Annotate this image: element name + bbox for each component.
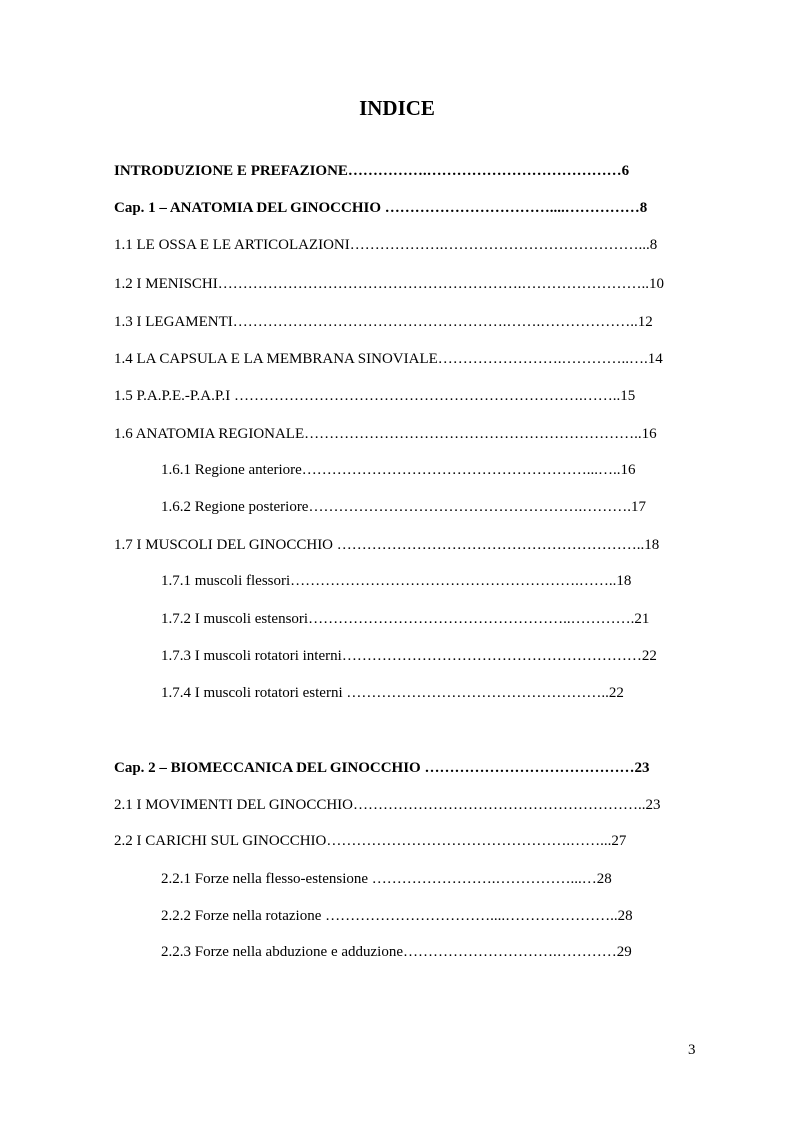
toc-entry-text: 1.2 I MENISCHI — [114, 276, 218, 292]
toc-entry-1-1 — [114, 235, 657, 255]
toc-entry-1-4 — [114, 349, 663, 369]
toc-entry-text: 2.2.1 Forze nella flesso-estensione — [161, 871, 372, 887]
toc-entry-introduzione — [114, 161, 629, 181]
toc-entry-1-7-2 — [161, 609, 649, 629]
toc-entry-page: 8 — [649, 237, 658, 253]
toc-entry-leader: …………………………………………………………….…….. — [234, 388, 621, 404]
toc-entry-page: 23 — [634, 760, 650, 776]
toc-entry-2-2 — [114, 831, 626, 851]
toc-entry-leader: …………………………………………………….. — [336, 537, 645, 553]
toc-entry-page: 17 — [630, 499, 646, 515]
toc-entry-text: INTRODUZIONE E PREFAZIONE — [114, 163, 348, 179]
toc-entry-1-7-4 — [161, 683, 624, 703]
toc-entry-text: 2.2.2 Forze nella rotazione — [161, 908, 326, 924]
toc-entry-text: 1.7.2 I muscoli estensori — [161, 611, 309, 627]
page-number: 3 — [688, 1042, 696, 1058]
toc-entry-page: 16 — [620, 462, 636, 478]
toc-entry-text: 1.1 LE OSSA E LE ARTICOLAZIONI — [114, 237, 350, 253]
toc-entry-page: 28 — [617, 908, 633, 924]
toc-entry-2-2-3 — [161, 942, 632, 962]
toc-entry-leader: …………………………………………………….…………………….. — [217, 276, 649, 292]
toc-entry-leader: ………………………….………… — [403, 944, 617, 960]
toc-entry-1-7-3 — [161, 646, 657, 666]
toc-entry-cap1 — [114, 198, 647, 218]
toc-entry-2-1 — [114, 795, 661, 815]
toc-entry-text: 1.7 I MUSCOLI DEL GINOCCHIO — [114, 537, 337, 553]
toc-entry-leader: ……………………………………………..…………. — [308, 611, 635, 627]
toc-entry-leader: …………………….……………...… — [371, 871, 597, 887]
toc-entry-page: 21 — [634, 611, 650, 627]
toc-entry-2-2-2 — [161, 906, 633, 926]
toc-entry-text: 1.7.1 muscoli flessori — [161, 573, 291, 589]
toc-entry-page: 8 — [639, 200, 648, 216]
page-title: INDICE — [359, 96, 435, 120]
toc-entry-leader: ………………………………………………….…….. — [290, 573, 617, 589]
toc-entry-leader: ………………………………………………….. — [353, 797, 646, 813]
toc-entry-text: Cap. 2 – BIOMECCANICA DEL GINOCCHIO — [114, 760, 425, 776]
toc-entry-leader: …………………………………………….. — [346, 685, 609, 701]
toc-entry-leader: …………………………………………………...….. — [301, 462, 621, 478]
toc-entry-text: 2.1 I MOVIMENTI DEL GINOCCHIO — [114, 797, 353, 813]
toc-entry-leader: ……………………………………………….………. — [308, 499, 631, 515]
toc-entry-1-6-1 — [161, 460, 636, 480]
toc-entry-page: 15 — [620, 388, 636, 404]
toc-entry-leader: ………………………………………….……... — [326, 833, 612, 849]
toc-entry-leader: ……………………………………………….…….……………….. — [232, 314, 638, 330]
toc-entry-2-2-1 — [161, 869, 612, 889]
toc-entry-page: 12 — [637, 314, 653, 330]
toc-entry-text: 1.6 ANATOMIA REGIONALE — [114, 426, 305, 442]
toc-entry-page: 22 — [608, 685, 624, 701]
toc-entry-leader: …………………………………… — [424, 760, 635, 776]
toc-entry-text: 1.6.2 Regione posteriore — [161, 499, 309, 515]
toc-entry-1-6 — [114, 424, 657, 444]
toc-entry-page: 28 — [596, 871, 612, 887]
toc-entry-text: 1.4 LA CAPSULA E LA MEMBRANA SINOVIALE — [114, 351, 438, 367]
toc-entry-page: 22 — [641, 648, 657, 664]
toc-entry-cap2 — [114, 758, 649, 778]
toc-entry-1-5 — [114, 386, 635, 406]
toc-entry-text: Cap. 1 – ANATOMIA DEL GINOCCHIO — [114, 200, 385, 216]
toc-entry-page: 16 — [641, 426, 657, 442]
toc-entry-text: 1.3 I LEGAMENTI — [114, 314, 233, 330]
toc-entry-page: 27 — [611, 833, 627, 849]
toc-entry-page: 14 — [647, 351, 663, 367]
toc-entry-1-3 — [114, 312, 653, 332]
toc-entry-leader: …………………………………………………… — [341, 648, 642, 664]
toc-entry-text: 2.2 I CARICHI SUL GINOCCHIO — [114, 833, 327, 849]
toc-entry-1-7 — [114, 535, 659, 555]
toc-entry-1-7-1 — [161, 571, 631, 591]
toc-entry-page: 18 — [616, 573, 632, 589]
toc-entry-page: 29 — [616, 944, 632, 960]
toc-entry-page: 23 — [645, 797, 661, 813]
toc-entry-text: 1.7.3 I muscoli rotatori interni — [161, 648, 342, 664]
toc-entry-text: 1.7.4 I muscoli rotatori esterni — [161, 685, 347, 701]
toc-entry-leader: ……………….…………………………………... — [349, 237, 650, 253]
toc-entry-1-2 — [114, 274, 664, 294]
toc-entry-leader: ………………………………………………………….. — [304, 426, 642, 442]
toc-entry-leader: ……………………………....…………… — [384, 200, 640, 216]
toc-entry-leader: …………………….…………..…. — [437, 351, 648, 367]
toc-entry-page: 6 — [621, 163, 630, 179]
toc-entry-leader: …………….………………………………… — [347, 163, 622, 179]
toc-entry-page: 10 — [649, 276, 664, 292]
toc-entry-page: 18 — [644, 537, 660, 553]
toc-entry-text: 1.5 P.A.P.E.-P.A.P.I — [114, 388, 235, 404]
toc-entry-leader: ……………………………....………………….. — [325, 908, 618, 924]
toc-entry-1-6-2 — [161, 497, 646, 517]
toc-entry-text: 1.6.1 Regione anteriore — [161, 462, 302, 478]
toc-entry-text: 2.2.3 Forze nella abduzione e adduzione — [161, 944, 403, 960]
